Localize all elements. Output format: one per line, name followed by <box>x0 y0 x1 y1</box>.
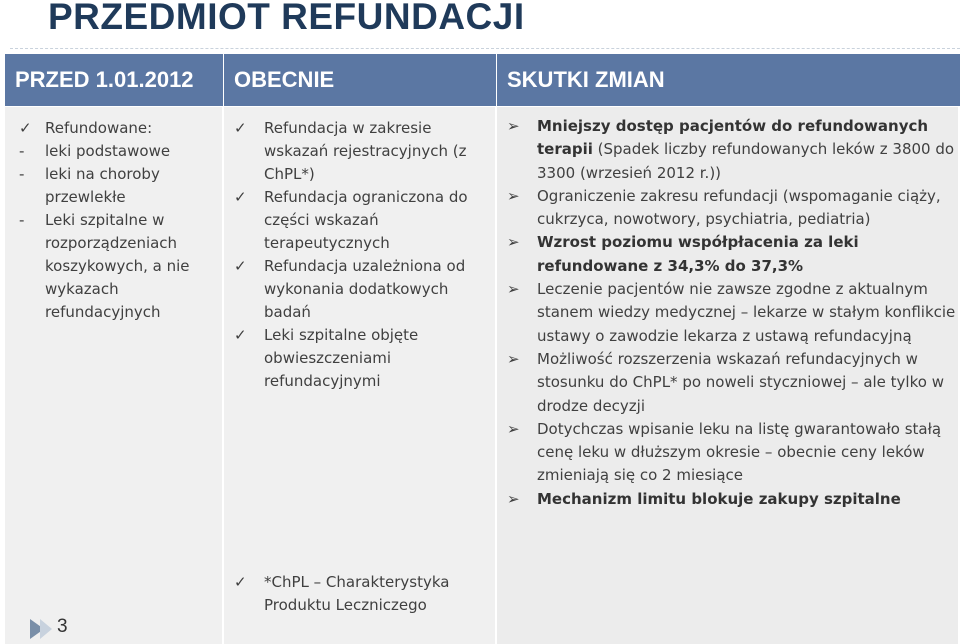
list-item-text: Możliwość rozszerzenia wskazań refundacyjnych w stosunku do ChPL* po noweli styczniowej – ale tylko w drodze decyzji <box>537 349 944 415</box>
column-body-effects <box>497 107 960 644</box>
list-item-text: Leki szpitalne objęte obwieszczeniami refundacyjnymi <box>264 326 419 390</box>
column-body-now <box>224 107 497 644</box>
arrow-bullet-icon: ➢ <box>507 489 520 508</box>
list-item <box>234 324 496 393</box>
list-item-bold-text: Mechanizm limitu blokuje zakupy szpitalne <box>537 489 901 508</box>
checkmark-icon: ✓ <box>234 119 247 137</box>
arrow-bullet-icon: ➢ <box>507 186 520 205</box>
list-item-text: leki podstawowe <box>45 142 171 160</box>
list-item-text: Ograniczenie zakresu refundacji (wspomaganie ciąży, cukrzyca, nowotwory, psychiatria, pediatria) <box>537 186 941 229</box>
column-effects <box>497 54 960 644</box>
column-header-now: OBECNIE <box>224 54 497 106</box>
list-item <box>507 418 957 488</box>
column-header-effects: SKUTKI ZMIAN <box>497 54 960 106</box>
arrow-bullet-icon: ➢ <box>507 233 520 252</box>
checkmark-icon: ✓ <box>19 119 32 137</box>
column-before <box>5 54 224 644</box>
arrow-bullet-icon: ➢ <box>507 280 520 299</box>
list-item <box>507 231 957 278</box>
list-item <box>234 255 496 324</box>
list-before <box>19 117 219 324</box>
list-item-bold-text: Mniejszy dostęp pacjentów do refundowanych terapii <box>537 117 929 159</box>
list-item <box>234 571 496 617</box>
list-item <box>507 348 957 418</box>
list-item-text: (Spadek liczby refundowanych leków z 3800 do 3300 (wrzesień 2012 r.)) <box>537 140 955 182</box>
arrow-bullet-icon: ➢ <box>507 349 520 368</box>
checkmark-icon: ✓ <box>234 573 247 591</box>
list-item <box>507 488 957 511</box>
list-item <box>507 115 957 185</box>
list-item <box>19 163 219 209</box>
list-item-text: Leczenie pacjentów nie zawsze zgodne z aktualnym stanem wiedzy medycznej – lekarze w stałym konflikcie ustawy o zawodzie lekarza z ustawą refundacyjną <box>537 280 956 345</box>
dash-marker: - <box>19 165 25 183</box>
footnote-text: *ChPL – Charakterystyka Produktu Leczniczego <box>264 573 450 614</box>
column-header-before: PRZED 1.01.2012 <box>5 54 224 106</box>
list-item-text: Refundowane: <box>45 119 153 137</box>
slide-title: PRZEDMIOT REFUNDACJI <box>48 0 525 37</box>
list-item-text: Refundacja w zakresie wskazań rejestracyjnych (z ChPL*) <box>264 119 467 183</box>
arrow-bullet-icon: ➢ <box>507 419 520 438</box>
list-item-bold-text: Wzrost poziomu współpłacenia za leki refundowane z 34,3% do 37,3% <box>537 233 859 275</box>
checkmark-icon: ✓ <box>234 257 247 275</box>
dash-marker: - <box>19 142 25 160</box>
list-item <box>19 117 219 140</box>
list-item-text: Dotychczas wpisanie leku na listę gwarantowało stałą cenę leku w dłuższym okresie – obecnie ceny leków zmieniają się co 2 miesiące <box>537 419 942 485</box>
checkmark-icon: ✓ <box>234 188 247 206</box>
list-item-text: Refundacja ograniczona do części wskazań terapeutycznych <box>264 188 468 252</box>
dash-marker: - <box>19 211 25 229</box>
title-divider <box>10 48 960 49</box>
list-item <box>19 140 219 163</box>
column-body-before <box>5 107 224 644</box>
list-item-text: leki na choroby przewlekłe <box>45 165 160 206</box>
checkmark-icon: ✓ <box>234 326 247 344</box>
list-item <box>507 185 957 232</box>
list-item <box>234 117 496 186</box>
arrow-bullet-icon: ➢ <box>507 117 520 135</box>
list-item-text: Refundacja uzależniona od wykonania dodatkowych badań <box>264 257 466 321</box>
footnote <box>234 571 496 617</box>
list-effects <box>507 115 957 511</box>
slide-number-arrow-shadow <box>40 619 52 639</box>
column-now <box>224 54 497 644</box>
list-item <box>507 278 957 348</box>
list-item <box>234 186 496 255</box>
list-item <box>19 209 219 324</box>
list-now <box>234 117 496 393</box>
slide-number: 3 <box>57 616 68 637</box>
list-item-text: Leki szpitalne w rozporządzeniach koszykowych, a nie wykazach refundacyjnych <box>45 211 190 321</box>
